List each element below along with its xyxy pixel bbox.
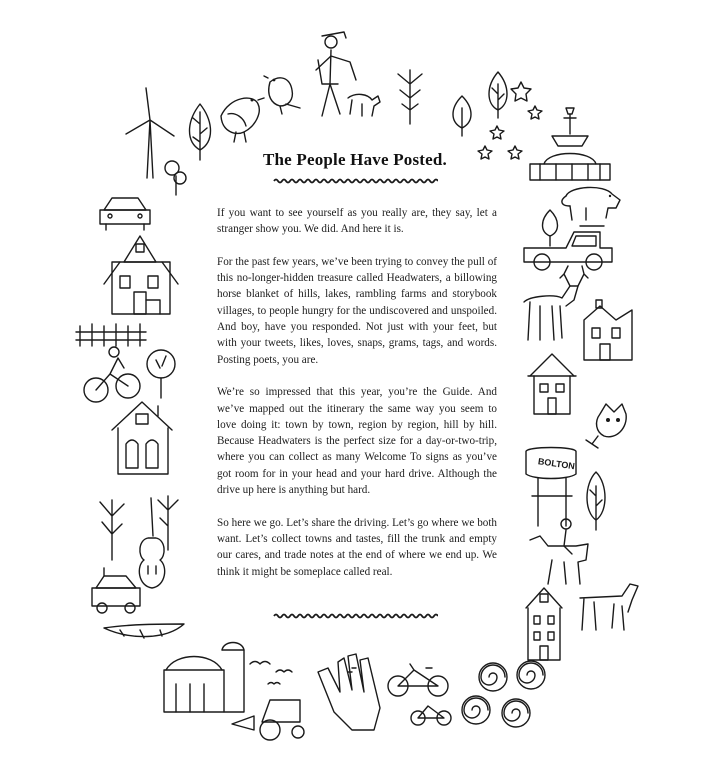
bird-icon xyxy=(264,76,300,114)
hay-bale-icon xyxy=(462,661,545,727)
tree-icon xyxy=(165,161,186,195)
house-icon xyxy=(528,354,576,414)
tree-icon xyxy=(100,500,124,560)
fountain-icon xyxy=(530,108,610,180)
paragraph: If you want to see yourself as you really are, they say, let a stranger show you. We did. And here it is. xyxy=(217,207,497,236)
house-icon xyxy=(104,236,178,314)
deer-icon xyxy=(524,266,588,340)
water-tower-icon xyxy=(526,448,576,527)
page-title: The People Have Posted. xyxy=(262,150,448,169)
tree-icon xyxy=(398,70,422,124)
article-body xyxy=(217,205,497,596)
tree-icon xyxy=(489,72,507,118)
dog-icon xyxy=(348,94,380,116)
paragraph: We’re so impressed that this year, you’re the Guide. And we’ve mapped out the itinerary the same way you seem to love doing it: town by town, region by region, hill by hill. Because Headwaters is the perfect size for a day-or-two-trip, where you can collect as many Welcome To signs as you’ve got room for in your head and your hard drive. Although the drive up here is anything but hard. xyxy=(217,386,497,497)
cyclist-icon xyxy=(84,347,140,402)
fence-icon xyxy=(76,324,146,346)
bird-icon xyxy=(221,98,264,142)
house-icon xyxy=(112,402,172,474)
hiker-icon xyxy=(316,32,356,116)
bottom-divider xyxy=(273,613,438,619)
pig-icon xyxy=(562,187,620,220)
truck-icon xyxy=(524,226,612,270)
stars-icon xyxy=(478,82,542,159)
hands-icon xyxy=(318,654,380,730)
car-icon xyxy=(92,568,140,613)
raccoon-icon xyxy=(586,404,626,448)
car-icon xyxy=(100,198,150,230)
water-tower-sign: BOLTON xyxy=(537,456,576,472)
horse-icon xyxy=(580,584,638,630)
tree-icon xyxy=(147,350,175,398)
canoe-icon xyxy=(104,624,184,638)
tree-icon xyxy=(543,210,558,246)
tractor-icon xyxy=(232,700,304,740)
tree-icon xyxy=(158,496,178,550)
bicycle-icon xyxy=(411,706,451,725)
top-divider xyxy=(273,178,438,184)
gulls-icon xyxy=(250,662,292,685)
house-icon xyxy=(584,300,632,360)
windmill-icon xyxy=(126,88,174,178)
tree-icon xyxy=(587,472,605,530)
horse-rider-icon xyxy=(530,519,588,584)
tree-icon xyxy=(190,104,211,160)
tree-icon xyxy=(453,96,471,136)
bicycle-icon xyxy=(388,664,448,696)
paragraph: For the past few years, we’ve been trying to convey the pull of this no-longer-hidden treasure called Headwaters, a billowing horse blanket of hills, lakes, rambling farms and storybook villages, to people hungry for the undiscovered and unspoiled. And boy, have you responded. Not just with your feet, but with your tweets, likes, loves, snaps, grams, tags, and words. Posting poets, you are. xyxy=(217,255,497,366)
barn-icon xyxy=(164,643,244,713)
house-icon xyxy=(526,588,562,660)
violin-icon xyxy=(139,498,164,588)
paragraph: So here we go. Let’s share the driving. Let’s go where we both want. Let’s collect towns and tastes, fill the trunk and empty our cares, and trade notes at the end of where we end up. We think it might be someplace called real. xyxy=(217,516,497,578)
